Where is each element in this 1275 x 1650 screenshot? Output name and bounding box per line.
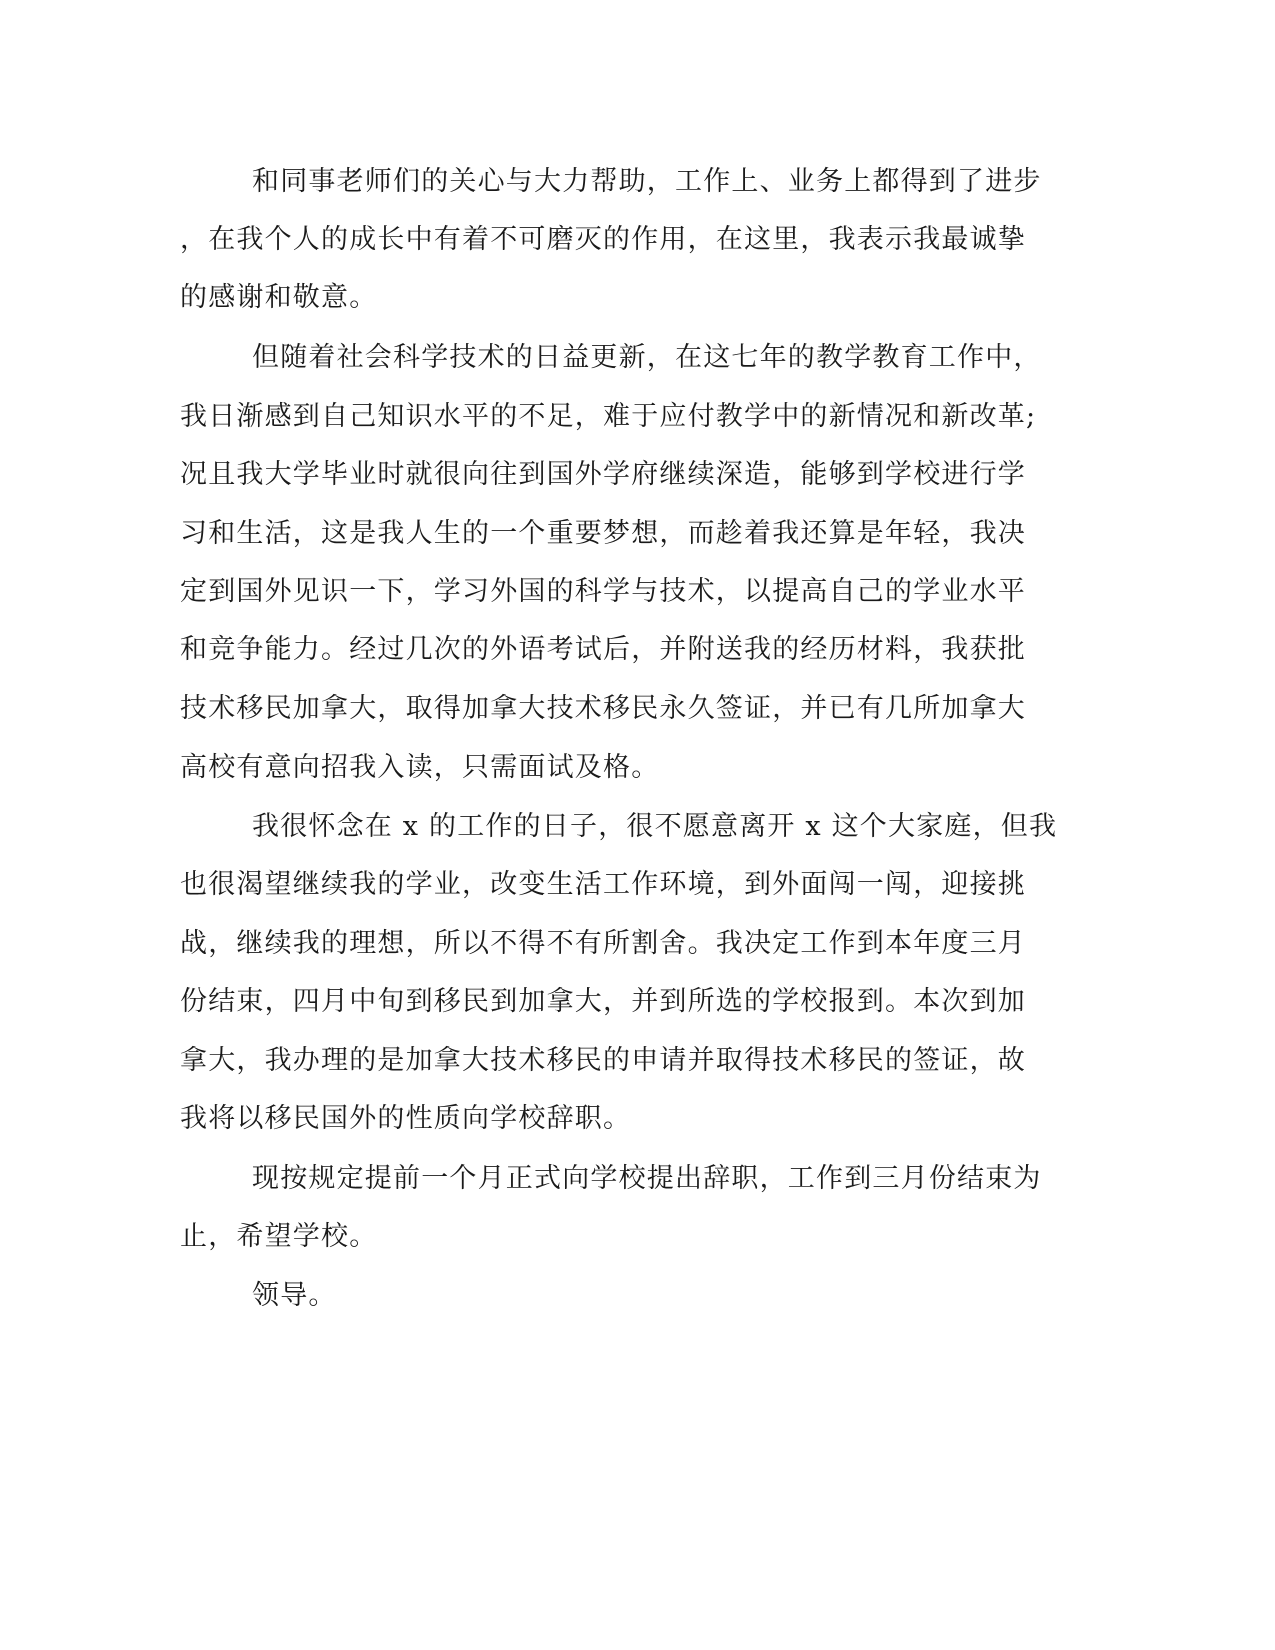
paragraph-3-line-6: 我将以移民国外的性质向学校辞职。 <box>180 1103 632 1134</box>
paragraph-2-line-5: 定到国外见识一下，学习外国的科学与技术，以提高自己的学业水平 <box>180 576 1026 607</box>
paragraph-1-line-1: 和同事老师们的关心与大力帮助，工作上、业务上都得到了进步 <box>252 166 1042 197</box>
paragraph-5-line-1: 领导。 <box>252 1280 337 1311</box>
paragraph-1-line-3: 的感谢和敬意。 <box>180 282 378 313</box>
paragraph-2-line-8: 高校有意向招我入读，只需面试及格。 <box>180 752 660 783</box>
paragraph-3-line-3: 战，继续我的理想，所以不得不有所割舍。我决定工作到本年度三月 <box>180 928 1026 959</box>
paragraph-4-line-2: 止，希望学校。 <box>180 1221 378 1252</box>
paragraph-1-line-2: ，在我个人的成长中有着不可磨灭的作用，在这里，我表示我最诚挚 <box>180 224 1026 255</box>
paragraph-3-line-1: 我很怀念在 x 的工作的日子，很不愿意离开 x 这个大家庭，但我 <box>252 811 1058 842</box>
paragraph-2-line-4: 习和生活，这是我人生的一个重要梦想，而趁着我还算是年轻，我决 <box>180 518 1026 549</box>
paragraph-3-line-2: 也很渴望继续我的学业，改变生活工作环境，到外面闯一闯，迎接挑 <box>180 869 1026 900</box>
paragraph-2-line-3: 况且我大学毕业时就很向往到国外学府继续深造，能够到学校进行学 <box>180 459 1026 490</box>
paragraph-3-line-4: 份结束，四月中旬到移民到加拿大，并到所选的学校报到。本次到加 <box>180 986 1026 1017</box>
paragraph-3-line-5: 拿大，我办理的是加拿大技术移民的申请并取得技术移民的签证，故 <box>180 1045 1026 1076</box>
paragraph-2-line-1: 但随着社会科学技术的日益更新，在这七年的教学教育工作中， <box>252 342 1042 373</box>
paragraph-4-line-1: 现按规定提前一个月正式向学校提出辞职，工作到三月份结束为 <box>252 1163 1042 1194</box>
paragraph-2-line-6: 和竞争能力。经过几次的外语考试后，并附送我的经历材料，我获批 <box>180 634 1026 665</box>
paragraph-2-line-7: 技术移民加拿大，取得加拿大技术移民永久签证，并已有几所加拿大 <box>180 693 1026 724</box>
paragraph-2-line-2: 我日渐感到自己知识水平的不足，难于应付教学中的新情况和新改革; <box>180 401 1037 432</box>
